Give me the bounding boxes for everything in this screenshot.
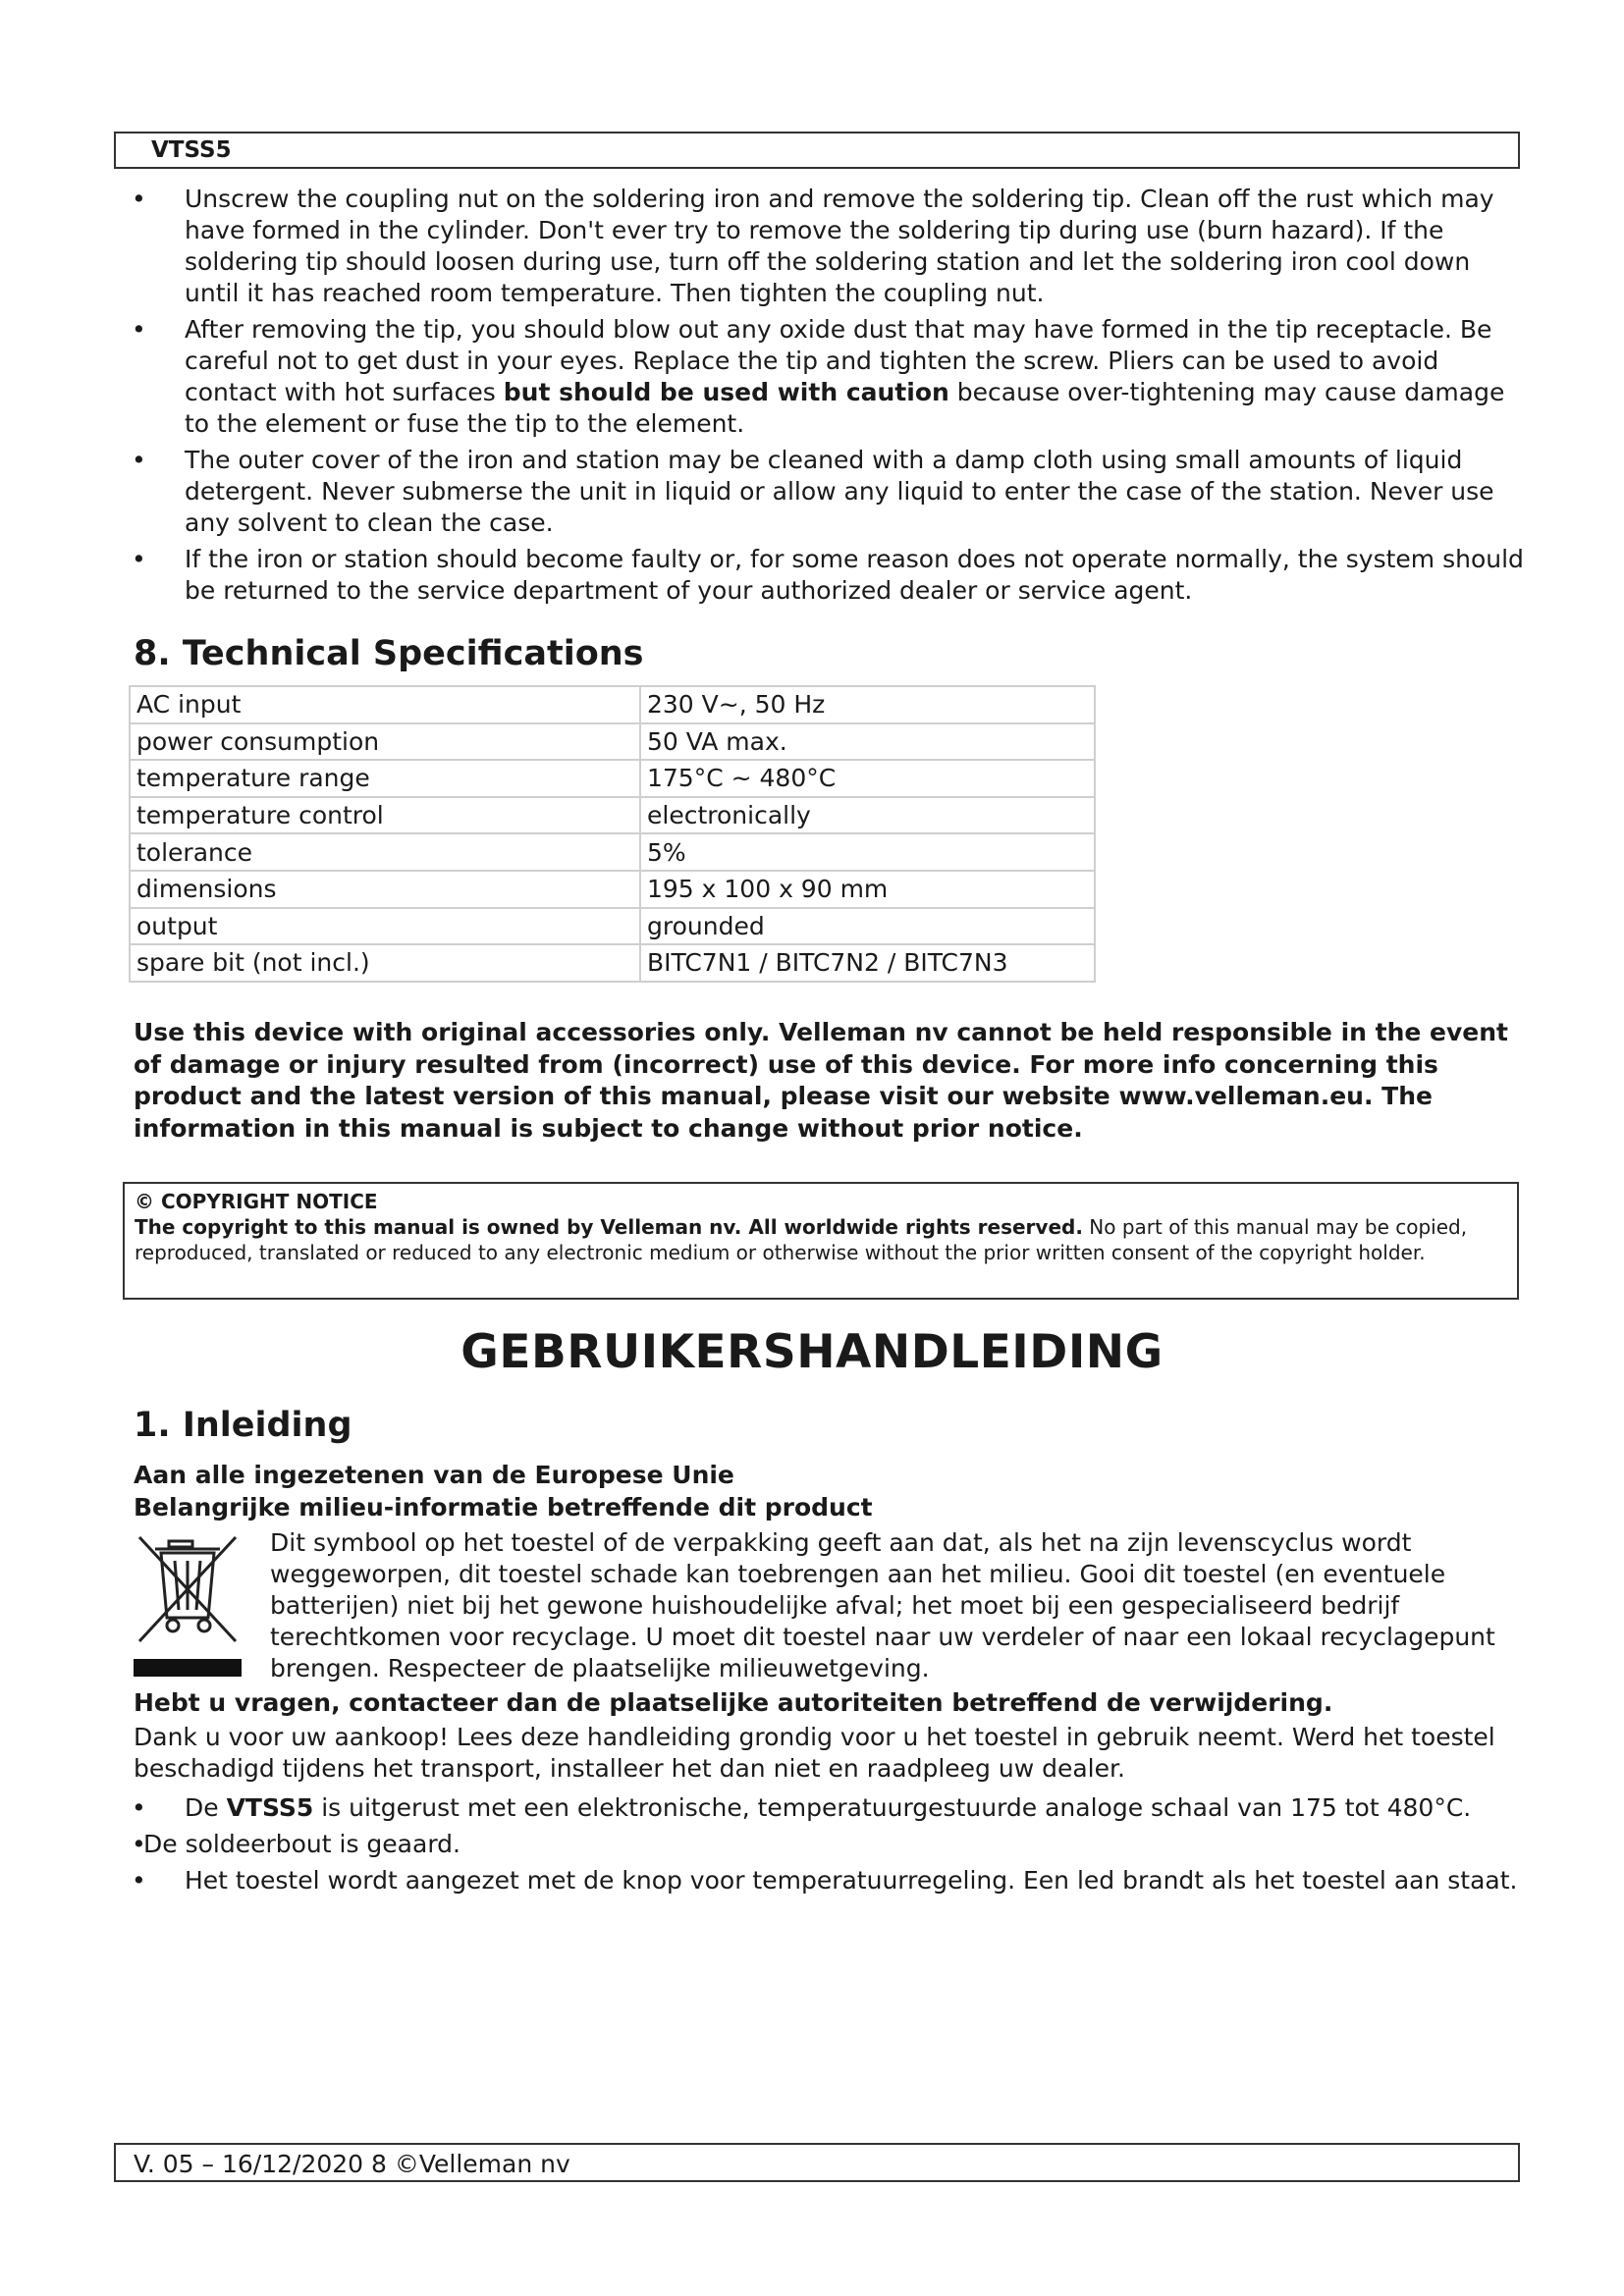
bullet-icon: •: [132, 545, 146, 573]
list-item: [114, 445, 1528, 539]
table-row: [130, 908, 1095, 945]
list-item: [114, 1792, 1528, 1824]
spec-label: tolerance: [130, 833, 640, 871]
table-row: [130, 797, 1095, 834]
spec-value: 230 V~, 50 Hz: [640, 686, 1095, 723]
copyright-notice: [123, 1182, 1519, 1300]
list-item: [114, 544, 1528, 607]
spec-value: 50 VA max.: [640, 723, 1095, 761]
eu-residents-heading: Aan alle ingezetenen van de Europese Unie: [134, 1461, 734, 1489]
bullet-text: De soldeerbout is geaard.: [143, 1830, 460, 1858]
environment-heading: Belangrijke milieu-informatie betreffende dit product: [134, 1493, 873, 1522]
specs-heading: 8. Technical Specifications: [134, 634, 644, 673]
copyright-text: No part of this manual may be copied, reproduced, translated or reduced to any electronic medium or otherwise without the prior written consent of the copyright holder.: [135, 1215, 1468, 1264]
table-row: [130, 871, 1095, 908]
spec-value: electronically: [640, 797, 1095, 834]
list-item: [114, 184, 1528, 309]
model-name: VTSS5: [226, 1793, 314, 1822]
thanks-text: Dank u voor uw aankoop! Lees deze handleiding grondig voor u het toestel in gebruik neemt. Werd het toestel beschadigd tijdens het transport, installeer het dan niet en raadpleeg uw dealer.: [134, 1723, 1495, 1783]
spec-label: output: [130, 908, 640, 945]
bullet-icon: •: [132, 446, 146, 474]
spec-value: BITC7N1 / BITC7N2 / BITC7N3: [640, 944, 1095, 982]
maintenance-list: [114, 184, 1528, 612]
spec-label: power consumption: [130, 723, 640, 761]
bullet-icon: •: [132, 1866, 146, 1895]
table-row: [130, 944, 1095, 982]
questions-heading: Hebt u vragen, contacteer dan de plaatselijke autoriteiten betreffend de verwijdering.: [134, 1688, 1333, 1717]
weee-bin-icon: [134, 1531, 242, 1679]
header-box: [114, 132, 1520, 169]
table-row: [130, 833, 1095, 871]
copyright-title: © COPYRIGHT NOTICE: [135, 1190, 378, 1213]
bullet-icon: •: [132, 1793, 146, 1822]
bullet-icon: •: [132, 185, 146, 213]
caution-text: but should be used with caution: [503, 378, 949, 406]
spec-value: 5%: [640, 833, 1095, 871]
bullet-text: Unscrew the coupling nut on the soldering iron and remove the soldering tip. Clean off the rust which may have formed in the cylinder. Don't ever try to remove the soldering tip during use (burn hazard). If the soldering tip should loosen during use, turn off the soldering station and let the soldering iron cool down until it has reached room temperature. Then tighten the coupling nut.: [185, 185, 1494, 307]
copyright-body: [135, 1214, 1507, 1265]
weee-text: Dit symbool op het toestel of de verpakking geeft aan dat, als het na zijn levenscyclus wordt weggeworpen, dit toestel schade kan toebrengen aan het milieu. Gooi dit toestel (en eventuele batterijen) niet bij het gewone huishoudelijke afval; het moet bij een gespecialiseerd bedrijf terechtkomen voor recyclage. U moet dit toestel naar uw verdeler of naar een lokaal recyclagepunt brengen. Respecteer de plaatselijke milieuwetgeving.: [270, 1528, 1495, 1682]
footer-box: [114, 2143, 1520, 2182]
copyright-bold-text: The copyright to this manual is owned by Velleman nv. All worldwide rights reserved.: [135, 1215, 1083, 1239]
bullet-text: If the iron or station should become faulty or, for some reason does not operate normally, the system should be returned to the service department of your authorized dealer or service agent.: [185, 545, 1524, 605]
bullet-text: The outer cover of the iron and station may be cleaned with a damp cloth using small amounts of liquid detergent. Never submerse the unit in liquid or allow any liquid to enter the case of the station. Never use any solvent to clean the case.: [185, 446, 1494, 537]
features-list: [114, 1792, 1528, 1901]
model-label: VTSS5: [151, 137, 232, 163]
bullet-icon: •: [132, 1830, 146, 1858]
intro-heading: 1. Inleiding: [134, 1406, 352, 1445]
manual-title: GEBRUIKERSHANDLEIDING: [460, 1325, 1164, 1379]
specs-table: [129, 685, 1096, 983]
spec-label: dimensions: [130, 871, 640, 908]
spec-label: temperature control: [130, 797, 640, 834]
list-item: [114, 1829, 1528, 1860]
bullet-text: is uitgerust met een elektronische, temperatuurgestuurde analoge schaal van 175 tot 480°C.: [313, 1793, 1472, 1822]
list-item: [114, 1865, 1528, 1896]
spec-label: temperature range: [130, 760, 640, 797]
spec-value: grounded: [640, 908, 1095, 945]
list-item: [114, 314, 1528, 440]
spec-value: 195 x 100 x 90 mm: [640, 871, 1095, 908]
bullet-text: After removing the tip, you should blow out any oxide dust that may have formed in the tip receptacle. Be careful not to get dust in your eyes. Replace the tip and tighten the screw. Pliers can be used to avoid contact with hot surfaces: [185, 315, 1492, 406]
disclaimer: Use this device with original accessories only. Velleman nv cannot be held responsible in the event of damage or injury resulted from (incorrect) use of this device. For more info concerning this product and the latest version of this manual, please visit our website www.velleman.eu. The information in this manual is subject to change without prior notice.: [134, 1018, 1508, 1143]
bullet-icon: •: [132, 315, 146, 344]
spec-label: spare bit (not incl.): [130, 944, 640, 982]
bullet-text: De: [185, 1793, 227, 1822]
table-row: [130, 723, 1095, 761]
bullet-text: Het toestel wordt aangezet met de knop voor temperatuurregeling. Een led brandt als het toestel aan staat.: [185, 1866, 1518, 1895]
spec-label: AC input: [130, 686, 640, 723]
table-row: [130, 760, 1095, 797]
table-row: [130, 686, 1095, 723]
spec-value: 175°C ~ 480°C: [640, 760, 1095, 797]
footer-text: V. 05 – 16/12/2020 8 ©Velleman nv: [134, 2150, 570, 2178]
bullet-text: because over-tightening may cause damage to the element or fuse the tip to the element.: [185, 378, 1505, 438]
